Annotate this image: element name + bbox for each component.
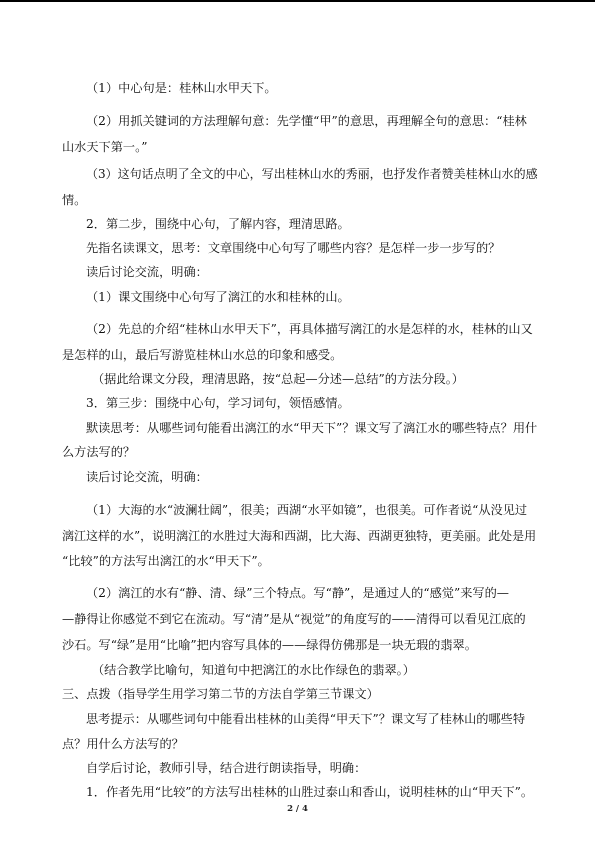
text-line-15: 么方法写的？ (62, 445, 136, 459)
text-line-16: 读后讨论交流，明确： (86, 470, 208, 484)
text-line-13: 3．第三步：围绕中心句，学习词句，领悟感情。 (86, 396, 350, 410)
text-line-27: 自学后讨论，教师引导，结合进行朗读指导，明确： (86, 761, 367, 775)
text-line-14: 默读思考：从哪些词句能看出漓江的水“甲天下”？课文写了漓江水的哪些特点？用什 (86, 421, 538, 435)
text-line-20: （2）漓江的水有“静、清、绿”三个特点。写“静”，是通过人的“感觉”来写的— (86, 586, 509, 600)
text-line-10: （2）先总的介绍“桂林山水甲天下”，再具体描写漓江的水是怎样的水，桂林的山又 (86, 322, 533, 336)
text-line-11: 是怎样的山，最后写游览桂林山水总的印象和感受。 (62, 348, 343, 362)
text-line-28: 1．作者先用“比较”的方法写出桂林的山胜过泰山和香山，说明桂林的山“甲天下”。 (86, 785, 534, 799)
text-line-22: 沙石。写“绿”是用“比喻”把内容写具体的——绿得仿佛那是一块无瑕的翡翠。 (62, 638, 477, 652)
text-line-2: （2）用抓关键词的方法理解句意：先学懂“甲”的意思，再理解全句的意思：“桂林 (86, 114, 527, 128)
text-line-25: 思考提示：从哪些词句中能看出桂林的山美得“甲天下”？课文写了桂林山的哪些特 (86, 712, 526, 726)
text-line-8: 读后讨论交流，明确： (86, 265, 208, 279)
text-line-3: 山水天下第一。” (62, 140, 148, 154)
text-line-24: 三、点拨（指导学生用学习第二节的方法自学第三节课文） (62, 687, 379, 701)
text-line-19: “比较”的方法写出漓江的水“甲天下”。 (62, 554, 270, 568)
text-line-18: 漓江这样的水”，说明漓江的水胜过大海和西湖，比大海、西湖更独特，更美丽。此处是用 (62, 529, 537, 543)
text-line-17: （1）大海的水“波澜壮阔”，很美；西湖“水平如镜”，也很美。可作者说“从没见过 (86, 503, 528, 517)
text-line-4: （3）这句话点明了全文的中心，写出桂林山水的秀丽，也抒发作者赞美桂林山水的感 (86, 167, 538, 181)
text-line-12: （据此给课文分段，理清思路，按“总起—分述—总结”的方法分段。） (92, 372, 464, 386)
text-line-23: （结合教学比喻句，知道句中把漓江的水比作绿色的翡翠。） (92, 663, 415, 677)
text-line-7: 先指名读课文，思考：文章围绕中心句写了哪些内容？是怎样一步一步写的？ (86, 241, 501, 255)
text-line-6: 2．第二步，围绕中心句，了解内容，理清思路。 (86, 217, 350, 231)
text-line-21: —静得让你感觉不到它在流动。写“清”是从“视觉”的角度写的——清得可以看见江底的 (62, 612, 526, 626)
text-line-5: 情。 (62, 193, 87, 207)
text-line-9: （1）课文围绕中心句写了漓江的水和桂林的山。 (86, 290, 350, 304)
text-line-1: （1）中心句是：桂林山水甲天下。 (86, 81, 277, 95)
text-line-26: 点？用什么方法写的？ (62, 737, 184, 751)
page-number: 2 / 4 (287, 804, 308, 814)
